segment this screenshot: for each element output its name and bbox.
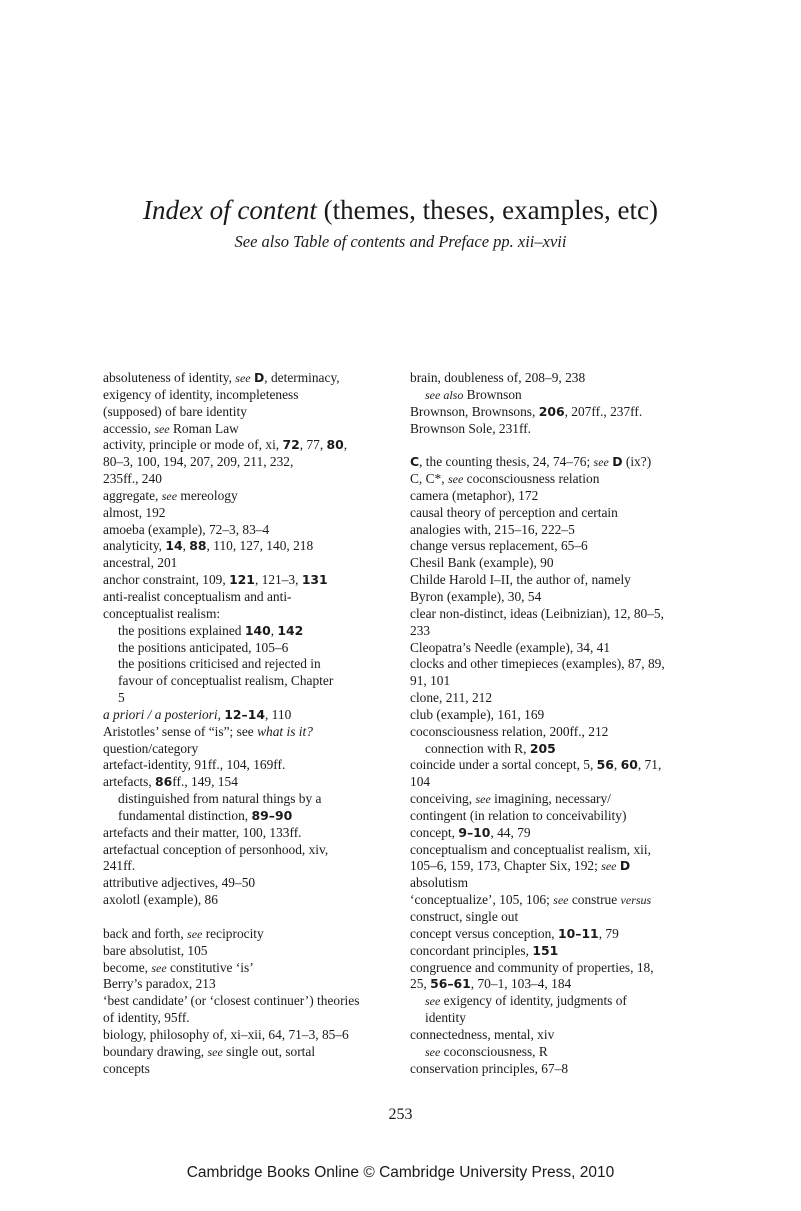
index-entry-line: 25, 56–61, 70–1, 103–4, 184 [410,976,572,992]
index-entry-line: contingent (in relation to conceivability) [410,807,627,823]
index-entry-line: C, C*, see coconsciousness relation [410,471,600,487]
index-entry-line: camera (metaphor), 172 [410,487,539,503]
index-entry-line: concept, 9–10, 44, 79 [410,824,531,840]
page-title [0,193,801,227]
index-entry-line: 235ff., 240 [103,471,162,487]
index-entry-line: back and forth, see reciprocity [103,925,264,941]
index-entry-line: become, see constitutive ‘is’ [103,959,254,975]
index-entry-line: clocks and other timepieces (examples), 87, 89, [410,656,665,672]
index-subentry-line: identity [425,1010,466,1026]
index-entry-line: Childe Harold I–II, the author of, namely [410,572,631,588]
title-rest: (themes, theses, examples, etc) [316,195,659,225]
index-entry-line: conceptualism and conceptualist realism, xii, [410,841,651,857]
index-subentry-line: distinguished from natural things by a [118,791,322,807]
index-entry-line: anti-realist conceptualism and anti- [103,588,292,604]
index-entry-line: coconsciousness relation, 200ff., 212 [410,723,609,739]
index-entry-line: ancestral, 201 [103,555,178,571]
index-entry-line: analyticity, 14, 88, 110, 127, 140, 218 [103,538,314,554]
index-entry-line: boundary drawing, see single out, sortal [103,1043,316,1059]
page-subtitle: See also Table of contents and Preface pp. xii–xvii [234,232,567,251]
index-entry-line: brain, doubleness of, 208–9, 238 [410,370,586,385]
index-entry-line: 105–6, 159, 173, Chapter Six, 192; see D [410,858,631,874]
index-column-left [103,370,393,1077]
index-entry-line: coincide under a sortal concept, 5, 56, 60, 71, [410,757,662,773]
index-entry-line: Brownson, Brownsons, 206, 207ff., 237ff. [410,403,643,419]
index-entry-line: 104 [410,774,431,790]
index-entry-line: accessio, see Roman Law [103,420,239,436]
index-subentry-line: the positions anticipated, 105–6 [118,639,289,655]
index-entry-line: conservation principles, 67–8 [410,1060,569,1076]
index-entry-line: amoeba (example), 72–3, 83–4 [103,521,270,537]
index-column-right [410,370,705,1077]
index-entry-line: conceiving, see imagining, necessary/ [410,791,611,807]
index-subentry-line: 5 [118,690,125,706]
index-entry-line: clone, 211, 212 [410,690,493,706]
copyright-footer: Cambridge Books Online © Cambridge University Press, 2010 [186,1164,615,1181]
index-entry-line: Brownson Sole, 231ff. [410,420,532,436]
index-subentry-line: the positions criticised and rejected in [118,656,321,672]
index-entry-line: connectedness, mental, xiv [410,1026,555,1042]
index-subentry-line: see coconsciousness, R [425,1043,548,1059]
index-entry-line: Cleopatra’s Needle (example), 34, 41 [410,639,611,655]
index-entry-line: ‘conceptualize’, 105, 106; see construe versus [410,892,652,908]
title-italic: Index of content [142,195,317,225]
index-entry-line: bare absolutist, 105 [103,942,208,958]
index-entry-line: artefact-identity, 91ff., 104, 169ff. [103,757,286,773]
index-entry-line: exigency of identity, incompleteness [103,386,299,402]
index-entry-line: aggregate, see mereology [103,487,238,503]
index-entry-line: (supposed) of bare identity [103,403,247,419]
index-entry-line: 241ff. [103,858,136,874]
index-entry-line: artefacts, 86ff., 149, 154 [103,774,238,790]
index-entry-line: construct, single out [410,909,519,924]
index-entry-line: of identity, 95ff. [103,1010,190,1026]
index-subentry-line: favour of conceptualist realism, Chapter [118,673,334,689]
index-entry-line: conceptualist realism: [103,605,221,621]
index-entry-line: 233 [410,622,431,638]
section-gap [103,909,393,926]
index-entry-line: C, the counting thesis, 24, 74–76; see D (ix?) [410,454,652,470]
index-entry-line: a priori / a posteriori, 12–14, 110 [103,706,292,722]
index-entry-line: attributive adjectives, 49–50 [103,875,256,891]
index-entry-line: almost, 192 [103,504,166,520]
index-subentry-line: see also Brownson [425,386,522,402]
index-entry-line: axolotl (example), 86 [103,892,218,908]
index-subentry-line: fundamental distinction, 89–90 [118,807,293,823]
index-entry-line: Byron (example), 30, 54 [410,588,542,604]
index-entry-line: Aristotles’ sense of “is”; see what is it? [103,723,313,739]
index-entry-line: clear non-distinct, ideas (Leibnizian), 12, 80–5, [410,605,664,621]
index-entry-line: causal theory of perception and certain [410,504,618,520]
index-entry-line: concordant principles, 151 [410,942,559,958]
index-entry-line: concepts [103,1060,150,1076]
index-subentry-line: see exigency of identity, judgments of [425,993,627,1009]
index-entry-line: 80–3, 100, 194, 207, 209, 211, 232, [103,454,294,470]
index-entry-line: biology, philosophy of, xi–xii, 64, 71–3, 85–6 [103,1026,349,1042]
page-number: 253 [388,1106,413,1123]
index-entry-line: analogies with, 215–16, 222–5 [410,521,575,537]
index-entry-line: artefacts and their matter, 100, 133ff. [103,824,302,840]
index-entry-line: absolutism [410,875,469,891]
index-entry-line: club (example), 161, 169 [410,706,545,722]
index-entry-line: absoluteness of identity, see D, determinacy, [103,370,340,385]
index-entry-line: artefactual conception of personhood, xiv, [103,841,329,857]
index-subentry-line: the positions explained 140, 142 [118,622,304,638]
section-gap [410,437,705,454]
index-entry-line: change versus replacement, 65–6 [410,538,588,554]
index-entry-line: activity, principle or mode of, xi, 72, 77, 80, [103,437,348,453]
index-subentry-line: connection with R, 205 [425,740,556,756]
index-entry-line: Berry’s paradox, 213 [103,976,216,992]
index-entry-line: ‘best candidate’ (or ‘closest continuer’) theories [103,993,360,1009]
index-entry-line: anchor constraint, 109, 121, 121–3, 131 [103,572,328,588]
index-entry-line: congruence and community of properties, 18, [410,959,654,975]
index-entry-line: Chesil Bank (example), 90 [410,555,554,571]
index-entry-line: question/category [103,740,199,756]
index-entry-line: concept versus conception, 10–11, 79 [410,925,619,941]
index-entry-line: 91, 101 [410,673,451,689]
